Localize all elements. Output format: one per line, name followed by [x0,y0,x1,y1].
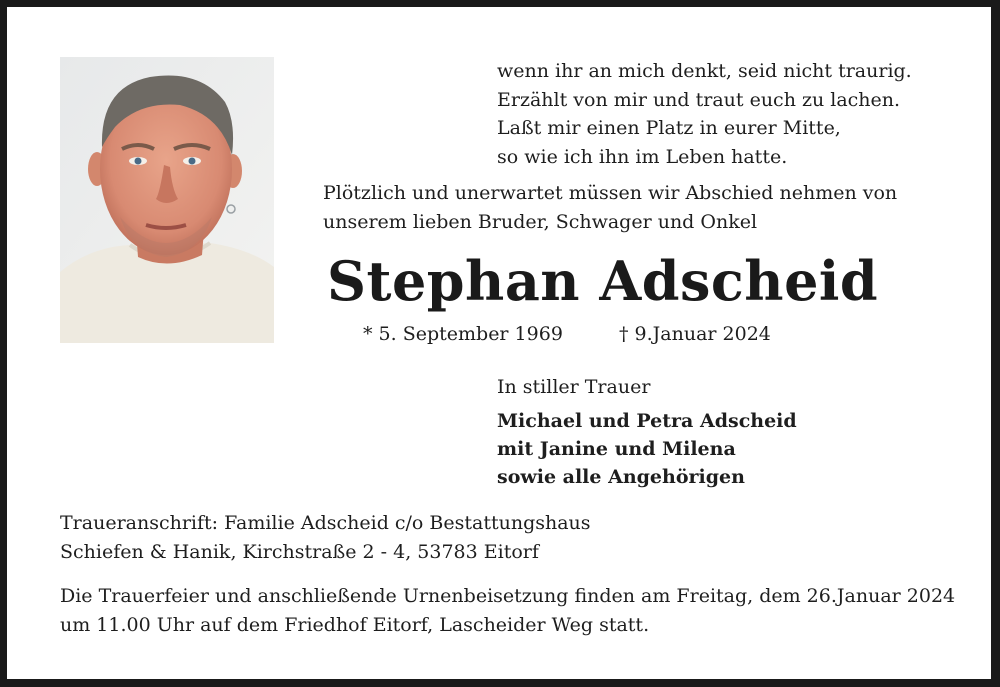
deceased-name: Stephan Adscheid [327,249,879,313]
poem-line: Erzählt von mir und traut euch zu lachen. [497,88,901,111]
poem-line: so wie ich ihn im Leben hatte. [497,145,788,168]
ceremony-line: um 11.00 Uhr auf dem Friedhof Eitorf, Lascheider Weg statt. [60,613,650,636]
death-date: † 9.Januar 2024 [619,323,771,345]
obituary-card [7,7,991,679]
ceremony-line: Die Trauerfeier und anschließende Urnenbeisetzung finden am Freitag, dem 26.Januar 2024 [60,585,956,607]
intro-line: unserem lieben Bruder, Schwager und Onkel [323,210,758,233]
portrait-photo [60,57,274,343]
mourners-list [497,407,797,491]
poem-line: Laßt mir einen Platz in eurer Mitte, [497,117,841,139]
address-line: Schiefen & Hanik, Kirchstraße 2 - 4, 53783 Eitorf [60,540,539,563]
address-line: Traueranschrift: Familie Adscheid c/o Bestattungshaus [60,512,591,534]
intro-line: Plötzlich und unerwartet müssen wir Abschied nehmen von [323,182,898,204]
mourning-label: In stiller Trauer [497,376,651,398]
ceremony-info [60,582,955,639]
mourner-line: mit Janine und Milena [497,438,736,460]
mourner-line: Michael und Petra Adscheid [497,410,797,432]
memorial-poem [497,57,912,171]
mourner-line: sowie alle Angehörigen [497,466,745,488]
birth-date: * 5. September 1969 [363,323,563,345]
mourning-address [60,509,591,566]
announcement-intro [323,179,897,236]
poem-line: wenn ihr an mich denkt, seid nicht traurig. [497,60,912,82]
